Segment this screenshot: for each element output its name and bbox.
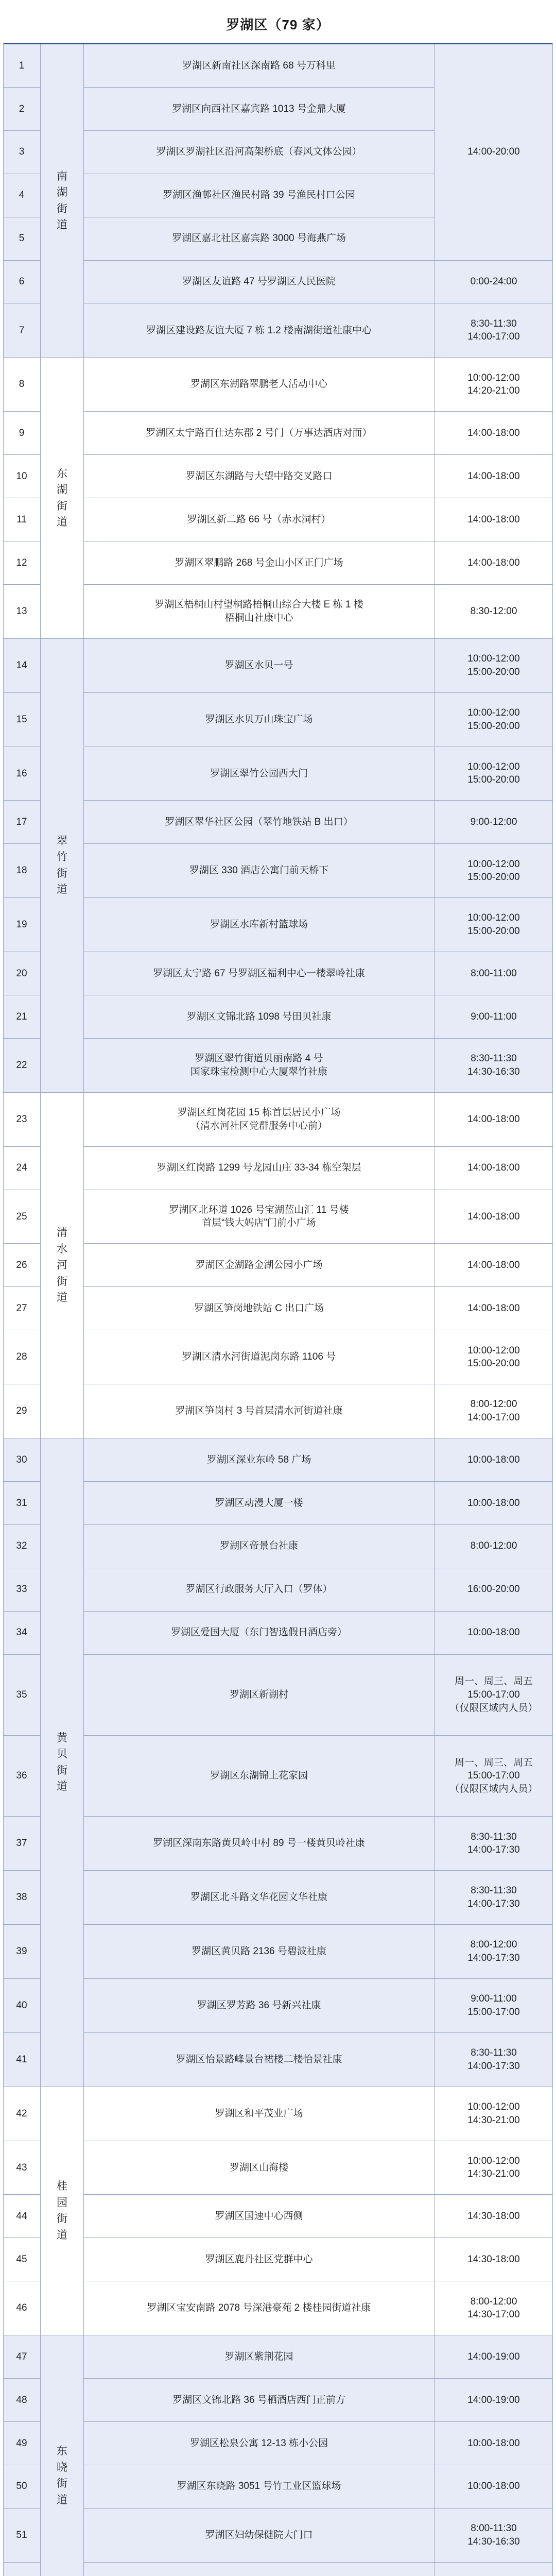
- site-address-text: 罗湖区水贝一号: [224, 659, 293, 671]
- site-hours: 10:00-12:00 14:30-21:00: [467, 2155, 520, 2180]
- site-address-text: 罗湖区和平茂业广场: [215, 2108, 303, 2119]
- site-address-text: 罗湖区水贝万山珠宝广场: [205, 714, 313, 725]
- table-row: [3, 1039, 553, 1093]
- row-number: 2: [19, 103, 25, 114]
- site-hours: 8:00-11:00: [471, 968, 517, 979]
- site-hours: 10:00-12:00 15:00-20:00: [467, 1345, 520, 1369]
- site-address-text: 罗湖区红岗花园 15 栋首层居民小广场 （清水河社区党群服务中心前）: [177, 1107, 341, 1131]
- table-row: [3, 1525, 553, 1568]
- table-row: [3, 2465, 553, 2509]
- site-hours: 10:00-12:00 15:00-20:00: [467, 858, 520, 883]
- site-address: [83, 2195, 435, 2238]
- site-address: [83, 1190, 435, 1244]
- site-address-text: 罗湖区黄贝路 2136 号碧波社康: [192, 1946, 326, 1957]
- site-address-text: 罗湖区罗芳路 36 号新兴社康: [197, 1999, 321, 2011]
- row-number: 3: [19, 146, 25, 158]
- table-row: [3, 898, 553, 952]
- street-name: 东晓街道: [57, 2445, 67, 2506]
- row-number: 34: [16, 1627, 27, 1638]
- row-number: 16: [16, 768, 27, 779]
- table-row: [3, 844, 553, 898]
- site-address-text: 罗湖区太宁路百仕达东郡 2 号门（万事达酒店对面）: [146, 427, 372, 438]
- site-address: [83, 844, 435, 897]
- site-hours: 8:00-12:00: [470, 1540, 517, 1552]
- site-address-text: 罗湖区新湖村: [229, 1689, 288, 1700]
- site-address: [83, 1287, 435, 1330]
- site-address-text: 罗湖区新南社区深南路 68 号万科里: [182, 60, 336, 71]
- table-row: [3, 1287, 553, 1330]
- site-address: [83, 1438, 435, 1481]
- site-address-text: 罗湖区水库新村篮球场: [210, 919, 308, 930]
- site-address: [83, 1925, 435, 1978]
- district-title: 罗湖区（79 家）: [3, 4, 553, 44]
- row-number: 23: [16, 1113, 27, 1125]
- site-address: [83, 174, 435, 217]
- site-hours: 周一、周三、周五 15:00-17:00 （仅限区域内人员）: [449, 1757, 538, 1794]
- site-hours: 10:00-18:00: [467, 1454, 520, 1465]
- site-address-text: 罗湖区太宁路 67 号罗湖区福利中心一楼翠岭社康: [153, 968, 365, 979]
- site-address: [83, 747, 435, 801]
- site-hours: 14:00-18:00: [467, 514, 520, 525]
- row-number: 42: [16, 2108, 27, 2119]
- site-address-text: 罗湖区深业东岭 58 广场: [206, 1454, 311, 1465]
- site-address: [83, 1244, 435, 1286]
- site-address: [83, 2281, 435, 2335]
- site-hours: 10:00-12:00 15:00-20:00: [467, 653, 520, 677]
- site-address: [83, 455, 435, 498]
- row-number: 4: [19, 190, 25, 201]
- row-number: 8: [19, 379, 25, 390]
- site-hours: 8:30-11:30 14:30-16:30: [467, 1053, 520, 1077]
- site-address-text: 罗湖区北环道 1026 号宝湖蓝山汇 11 号楼 首层“钱大妈店”门前小广场: [169, 1204, 349, 1229]
- table-row: [3, 1612, 553, 1655]
- site-hours: 14:00-19:00: [467, 2394, 520, 2405]
- site-address: [83, 1147, 435, 1190]
- row-number: 33: [16, 1584, 27, 1595]
- site-hours: 10:00-18:00: [467, 2481, 520, 2492]
- site-address-text: 罗湖区行政服务大厅入口（罗体）: [185, 1584, 333, 1595]
- site-address: [83, 585, 435, 638]
- site-address-text: 罗湖区翠鹏路 268 号金山小区正门广场: [175, 557, 343, 568]
- row-number: 24: [16, 1162, 27, 1174]
- table-row: [3, 2195, 553, 2238]
- site-address: [83, 303, 435, 357]
- table-row: [3, 952, 553, 995]
- street-name-cell: [40, 2087, 83, 2335]
- street-name: 东湖街道: [57, 467, 67, 529]
- site-address: [83, 995, 435, 1038]
- row-number: 41: [16, 2054, 27, 2065]
- site-address-text: 罗湖区金湖路金湖公园小广场: [195, 1260, 323, 1271]
- table-row: [3, 1817, 553, 1871]
- site-address-text: 罗湖区鹿丹社区党群中心: [205, 2253, 313, 2265]
- row-number: 28: [16, 1351, 27, 1363]
- row-number: 47: [16, 2351, 27, 2362]
- site-hours: 8:30-11:30 14:00-17:30: [467, 2047, 520, 2072]
- table-row: [3, 1190, 553, 1244]
- site-hours: 14:00-19:00: [467, 2351, 520, 2362]
- site-address: [83, 1612, 435, 1654]
- table-row: [3, 1147, 553, 1190]
- table-row: [3, 1438, 553, 1482]
- site-hours: 14:00-18:00: [467, 427, 520, 438]
- street-name: 南湖街道: [57, 170, 67, 231]
- site-address-text: 罗湖区清水河街道泥岗东路 1106 号: [182, 1351, 336, 1363]
- table-row: [3, 2422, 553, 2465]
- table-row: [3, 2087, 553, 2141]
- row-number: 6: [19, 276, 25, 287]
- site-hours: 8:30-11:30 14:00-17:00: [467, 318, 520, 343]
- site-address-text: 罗湖区笋岗村 3 号首层清水河街道社康: [175, 1405, 343, 1417]
- row-number: 18: [16, 865, 27, 876]
- site-address: [83, 2379, 435, 2421]
- site-address: [83, 217, 435, 260]
- table-row: [3, 1979, 553, 2033]
- table-row: [3, 1093, 553, 1147]
- table-row: [3, 2238, 553, 2281]
- row-number: 39: [16, 1946, 27, 1957]
- table-row: [3, 801, 553, 844]
- site-hours: 10:00-18:00: [467, 1497, 520, 1509]
- row-number: 26: [16, 1260, 27, 1271]
- site-address: [83, 2465, 435, 2508]
- site-address: [83, 358, 435, 411]
- row-number: 50: [16, 2481, 27, 2492]
- site-address-text: 罗湖区新二路 66 号（赤水洞村）: [187, 514, 331, 525]
- row-number: 15: [16, 714, 27, 725]
- site-address: [83, 952, 435, 995]
- table-row: [3, 541, 553, 585]
- site-hours: 8:00-12:00 14:30-17:00: [467, 2296, 520, 2320]
- row-number: 45: [16, 2253, 27, 2265]
- site-address: [83, 1655, 435, 1735]
- merged-hours-cell: 14:00-20:00: [435, 44, 553, 261]
- site-address: [83, 1039, 435, 1092]
- site-address: [83, 2422, 435, 2465]
- site-address-text: 罗湖区建设路友谊大厦 7 栋 1.2 楼南湖街道社康中心: [146, 325, 372, 336]
- table-row: [3, 455, 553, 498]
- site-address: [83, 1482, 435, 1524]
- row-number: 10: [16, 470, 27, 482]
- site-hours: 8:30-12:00: [470, 605, 517, 617]
- site-address-text: 罗湖区国速中心西侧: [215, 2211, 303, 2222]
- table-row: [3, 1925, 553, 1979]
- table-row: [3, 1330, 553, 1384]
- street-name-cell: [40, 358, 83, 638]
- site-address: [83, 44, 435, 87]
- row-number: 49: [16, 2437, 27, 2449]
- table-row: [3, 2379, 553, 2422]
- site-hours: 0:00-24:00: [470, 276, 517, 287]
- site-address: [83, 88, 435, 130]
- site-address: [83, 1817, 435, 1870]
- site-hours: 10:00-12:00 14:30-21:00: [467, 2101, 520, 2126]
- site-address: [83, 1736, 435, 1816]
- site-address-text: 罗湖区翠竹街道贝丽南路 4 号 国家珠宝检测中心大厦翠竹社康: [190, 1053, 327, 1077]
- table-row: [3, 1655, 553, 1736]
- row-number: 37: [16, 1838, 27, 1849]
- site-address: [83, 1384, 435, 1438]
- site-address: [83, 2033, 435, 2087]
- row-number: 22: [16, 1059, 27, 1071]
- site-hours: 9:00-11:00 15:00-17:00: [467, 1993, 520, 2018]
- row-number: 21: [16, 1011, 27, 1022]
- site-address-text: 罗湖区松泉公寓 12-13 栋小公园: [189, 2437, 328, 2449]
- site-address-text: 罗湖区妇幼保健院大门口: [205, 2529, 313, 2540]
- row-number: 12: [16, 557, 27, 568]
- site-address-text: 罗湖区山海楼: [229, 2162, 288, 2173]
- row-number: 14: [16, 659, 27, 671]
- row-number: 43: [16, 2162, 27, 2173]
- site-address-text: 罗湖区渔邨社区渔民村路 39 号渔民村口公园: [163, 190, 355, 201]
- table-row: [3, 2335, 553, 2379]
- table-row: [3, 498, 553, 541]
- site-address-text: 罗湖区宝安南路 2078 号深港豪苑 2 楼桂园街道社康: [147, 2302, 371, 2314]
- site-address: [83, 1568, 435, 1611]
- row-number: 35: [16, 1689, 27, 1700]
- street-name: 桂园街道: [57, 2180, 67, 2241]
- site-hours: 14:00-18:00: [467, 470, 520, 482]
- table-row: [3, 412, 553, 455]
- table-row: [3, 995, 553, 1039]
- table-row: [3, 1736, 553, 1817]
- table-row: [3, 1568, 553, 1612]
- site-hours: 10:00-12:00 14:20-21:00: [467, 372, 520, 397]
- street-name-cell: [40, 1438, 83, 2087]
- street-name-cell: [40, 44, 83, 358]
- table-row: [3, 2141, 553, 2195]
- site-address-text: 罗湖区东湖路与大望中路交叉路口: [185, 470, 333, 482]
- table-row: [3, 358, 553, 412]
- row-number: 32: [16, 1540, 27, 1552]
- site-address-text: 罗湖区友谊路 47 号罗湖区人民医院: [182, 276, 336, 287]
- table-row: [3, 2033, 553, 2087]
- site-hours: 14:00-18:00: [467, 1260, 520, 1271]
- site-hours: 14:00-18:00: [467, 1162, 520, 1174]
- site-address: [83, 693, 435, 747]
- row-number: 17: [16, 817, 27, 827]
- table-row: [3, 2281, 553, 2335]
- street-name: 翠竹街道: [57, 835, 67, 896]
- site-address: [83, 131, 435, 174]
- table-row: [3, 261, 553, 304]
- site-address: [83, 801, 435, 843]
- site-hours: 16:00-20:00: [467, 1584, 520, 1595]
- row-number: 30: [16, 1454, 27, 1465]
- site-address-text: 罗湖区东湖锦上花家园: [210, 1770, 308, 1782]
- site-address: [83, 2141, 435, 2195]
- site-address-text: 罗湖区笋岗地铁站 C 出口广场: [194, 1302, 324, 1314]
- site-address-text: 罗湖区翠竹公园西大门: [210, 768, 308, 779]
- site-address: [83, 2563, 435, 2576]
- site-hours: 14:30-18:00: [467, 2253, 520, 2265]
- table-row: [3, 693, 553, 747]
- table-row: [3, 747, 553, 801]
- row-number: 1: [19, 60, 25, 71]
- site-hours: 9:00-12:00: [470, 817, 517, 827]
- site-hours: 8:30-11:30 14:00-17:30: [467, 1831, 520, 1856]
- site-address: [83, 1871, 435, 1924]
- site-address: [83, 1093, 435, 1146]
- row-number: 20: [16, 968, 27, 979]
- site-hours: 8:00-11:30 14:30-16:30: [467, 2523, 520, 2547]
- site-hours: 8:00-12:00 14:00-17:30: [467, 1939, 520, 1963]
- site-address-text: 罗湖区嘉北社区嘉宾路 3000 号海燕广场: [172, 233, 346, 244]
- site-address-text: 罗湖区紫荆花园: [224, 2351, 293, 2362]
- site-hours: 10:00-12:00 15:00-20:00: [467, 707, 520, 732]
- table-row: [3, 585, 553, 639]
- site-hours: 周一、周三、周五 15:00-17:00 （仅限区域内人员）: [449, 1676, 538, 1714]
- site-address: [83, 2335, 435, 2378]
- site-hours: 14:00-18:00: [467, 1113, 520, 1125]
- site-address: [83, 898, 435, 952]
- street-name-cell: [40, 639, 83, 1093]
- site-address-text: 罗湖区动漫大厦一楼: [215, 1497, 303, 1509]
- site-address-text: 罗湖区文锦北路 36 号栖酒店西门正前方: [172, 2394, 345, 2405]
- site-hours: 10:00-18:00: [467, 1627, 520, 1638]
- row-number: 51: [16, 2529, 27, 2540]
- table-row: [3, 1482, 553, 1525]
- row-number: 29: [16, 1405, 27, 1417]
- table-row: [3, 303, 553, 358]
- row-number: 5: [19, 233, 25, 244]
- row-number: 48: [16, 2394, 27, 2405]
- table-row: [3, 2509, 553, 2563]
- site-address-text: 罗湖区爱国大厦（东门智选假日酒店旁）: [170, 1627, 347, 1638]
- site-address-text: 罗湖区梧桐山村望桐路梧桐山综合大楼 E 栋 1 楼 梧桐山社康中心: [154, 599, 363, 623]
- row-number: [3, 2563, 40, 2576]
- site-address: [83, 261, 435, 303]
- site-hours: 8:30-11:30 14:00-17:30: [467, 1885, 520, 1910]
- row-number: 9: [19, 427, 25, 438]
- row-number: 36: [16, 1770, 27, 1782]
- table-row: [3, 2563, 553, 2576]
- site-hours: 10:00-18:00: [467, 2437, 520, 2449]
- row-number: 13: [16, 605, 27, 617]
- table-row: [3, 639, 553, 693]
- row-number: 7: [19, 325, 25, 336]
- table-row: [3, 1871, 553, 1925]
- site-hours: 8:00-12:00 14:00-17:00: [467, 1399, 520, 1423]
- street-name: 黄贝街道: [57, 1732, 67, 1793]
- row-number: 38: [16, 1892, 27, 1903]
- site-address: [83, 2509, 435, 2562]
- table-row: [3, 1384, 553, 1438]
- site-address: [83, 1525, 435, 1568]
- row-number: 44: [16, 2211, 27, 2222]
- site-hours: 14:00-18:00: [467, 557, 520, 568]
- site-address: [83, 498, 435, 541]
- row-number: 46: [16, 2302, 27, 2314]
- street-name: 清水河街道: [57, 1227, 67, 1304]
- row-number: 27: [16, 1302, 27, 1314]
- row-number: 25: [16, 1211, 27, 1222]
- site-address: [83, 541, 435, 584]
- site-address-text: 罗湖区罗湖社区沿河高架桥底（春风文体公园）: [156, 146, 362, 158]
- site-address: [83, 1330, 435, 1384]
- site-address-text: 罗湖区红岗路 1299 号龙园山庄 33-34 栋空架层: [157, 1162, 361, 1174]
- site-address-text: 罗湖区深南东路黄贝岭中村 89 号一楼黄贝岭社康: [153, 1838, 365, 1849]
- row-number: 11: [16, 514, 27, 525]
- site-address-text: 罗湖区北斗路文华花园文华社康: [190, 1892, 327, 1903]
- row-number: 31: [16, 1497, 27, 1509]
- site-address-text: 罗湖区向西社区嘉宾路 1013 号金鼎大厦: [172, 103, 346, 114]
- site-hours: [435, 2563, 553, 2576]
- site-hours: 10:00-12:00 15:00-20:00: [467, 761, 520, 786]
- site-hours: 9:00-11:00: [471, 1011, 517, 1022]
- site-address-text: 罗湖区帝景台社康: [219, 1540, 298, 1552]
- site-hours: 14:00-18:00: [467, 1211, 520, 1222]
- site-address-text: 罗湖区东湖路翠鹏老人活动中心: [190, 379, 327, 390]
- street-name-cell: [40, 2335, 83, 2576]
- site-hours: 14:00-18:00: [467, 1302, 520, 1314]
- site-address-text: 罗湖区翠华社区公园（翠竹地铁站 B 出口）: [165, 817, 353, 827]
- site-hours: 14:30-18:00: [467, 2211, 520, 2222]
- row-number: 19: [16, 919, 27, 930]
- street-name-cell: [40, 1093, 83, 1438]
- site-address-text: 罗湖区文锦北路 1098 号田贝社康: [186, 1011, 332, 1022]
- site-address: [83, 639, 435, 692]
- site-hours: 10:00-12:00 15:00-20:00: [467, 912, 520, 937]
- site-address: [83, 2238, 435, 2281]
- site-address-text: 罗湖区怡景路峰景台裙楼二楼怡景社康: [176, 2054, 342, 2065]
- site-address: [83, 412, 435, 454]
- row-number: 40: [16, 1999, 27, 2011]
- site-address: [83, 1979, 435, 2032]
- site-address-text: 罗湖区 330 酒店公寓门前天桥下: [189, 865, 329, 876]
- site-address-text: 罗湖区东晓路 3051 号竹工业区篮球场: [177, 2481, 341, 2492]
- table-row: [3, 1244, 553, 1287]
- site-address: [83, 2087, 435, 2141]
